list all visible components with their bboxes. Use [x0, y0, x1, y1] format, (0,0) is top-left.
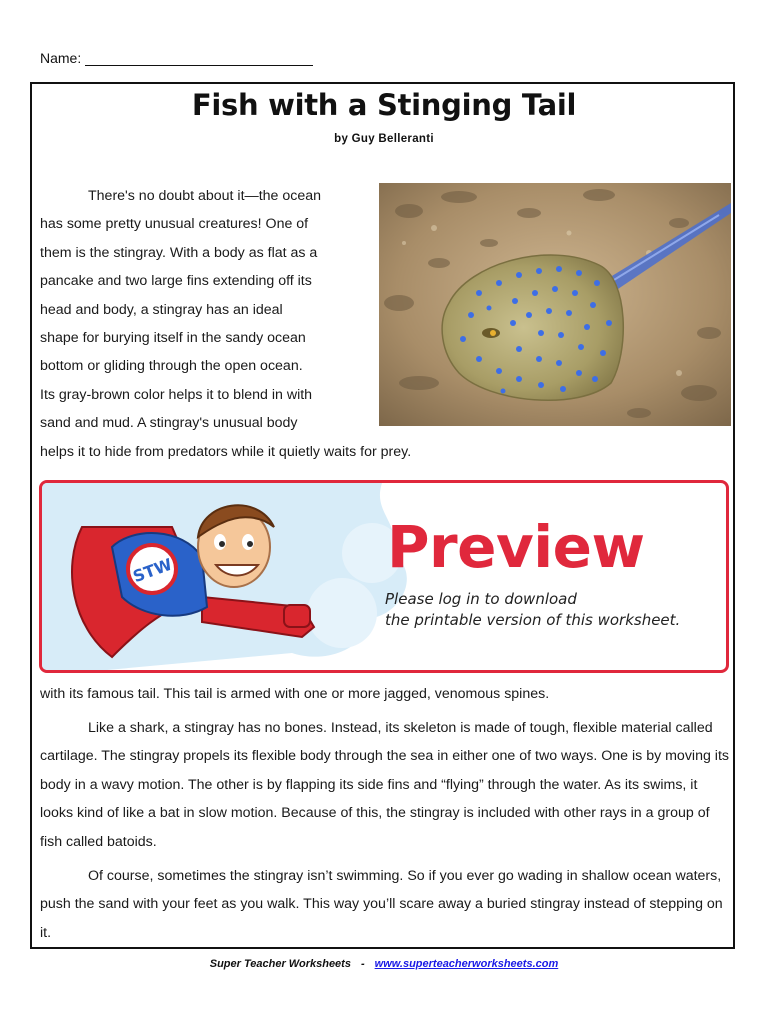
intro-line-8: sand and mud. A stingray's unusual body	[40, 415, 298, 432]
intro-line-0: There's no doubt about it—the ocean	[88, 188, 322, 204]
name-field	[40, 50, 313, 66]
footer-brand: Super Teacher Worksheets	[209, 958, 351, 970]
article-byline: by Guy Belleranti	[334, 133, 434, 145]
intro-line-6: bottom or gliding through the open ocean.	[40, 358, 303, 375]
paragraph-4: Of course, sometimes the stingray isn’t swimming. So if you ever go wading in shallow ocean waters, push the sand with your feet as you walk. This way you’ll scare away a buried stingray instead of stepping on it.	[40, 868, 723, 941]
preview-subtitle	[385, 589, 715, 631]
preview-banner	[39, 480, 729, 673]
intro-line-7: Its gray-brown color helps it to blend in with	[40, 386, 313, 403]
preview-subtitle-line-1: Please log in to download	[385, 590, 577, 608]
intro-last-line: helps it to hide from predators while it quietly waits for prey.	[40, 444, 412, 460]
preview-subtitle-line-2: the printable version of this worksheet.	[385, 611, 681, 629]
stingray-photo	[379, 183, 731, 426]
name-blank-line	[85, 52, 313, 66]
article-title: Fish with a Stinging Tail	[191, 88, 577, 122]
footer	[0, 958, 768, 970]
intro-line-2: them is the stingray. With a body as flat as a	[40, 244, 318, 261]
intro-paragraph	[40, 182, 375, 438]
stingray-illustration	[379, 183, 731, 426]
paragraph-2-end: with its famous tail. This tail is armed with one or more jagged, venomous spines.	[40, 686, 550, 702]
footer-link[interactable]: www.superteacherworksheets.com	[374, 958, 559, 970]
superhero-mascot-icon	[52, 487, 352, 673]
footer-separator: -	[360, 958, 365, 970]
intro-line-5: shape for burying itself in the sandy ocean	[40, 330, 306, 347]
paragraph-3: Like a shark, a stingray has no bones. Instead, its skeleton is made of tough, flexible material called cartilage. The stingray propels its flexible body through the sea in either one of two ways. One is by moving its body in a wavy motion. The other is by flapping its side fins and “flying” through the water. As its swims, it looks kind of like a bat in slow motion. Because of this, the stingray is included with other rays in a group of fish called batoids.	[40, 720, 729, 850]
name-label: Name:	[40, 50, 82, 66]
intro-line-3: pancake and two large fins extending off its	[40, 273, 312, 290]
mascot-emblem-text: STW	[130, 554, 175, 587]
preview-title: Preview	[387, 513, 645, 581]
intro-line-4: head and body, a stingray has an ideal	[40, 301, 283, 318]
intro-line-1: has some pretty unusual creatures! One of	[40, 216, 309, 233]
